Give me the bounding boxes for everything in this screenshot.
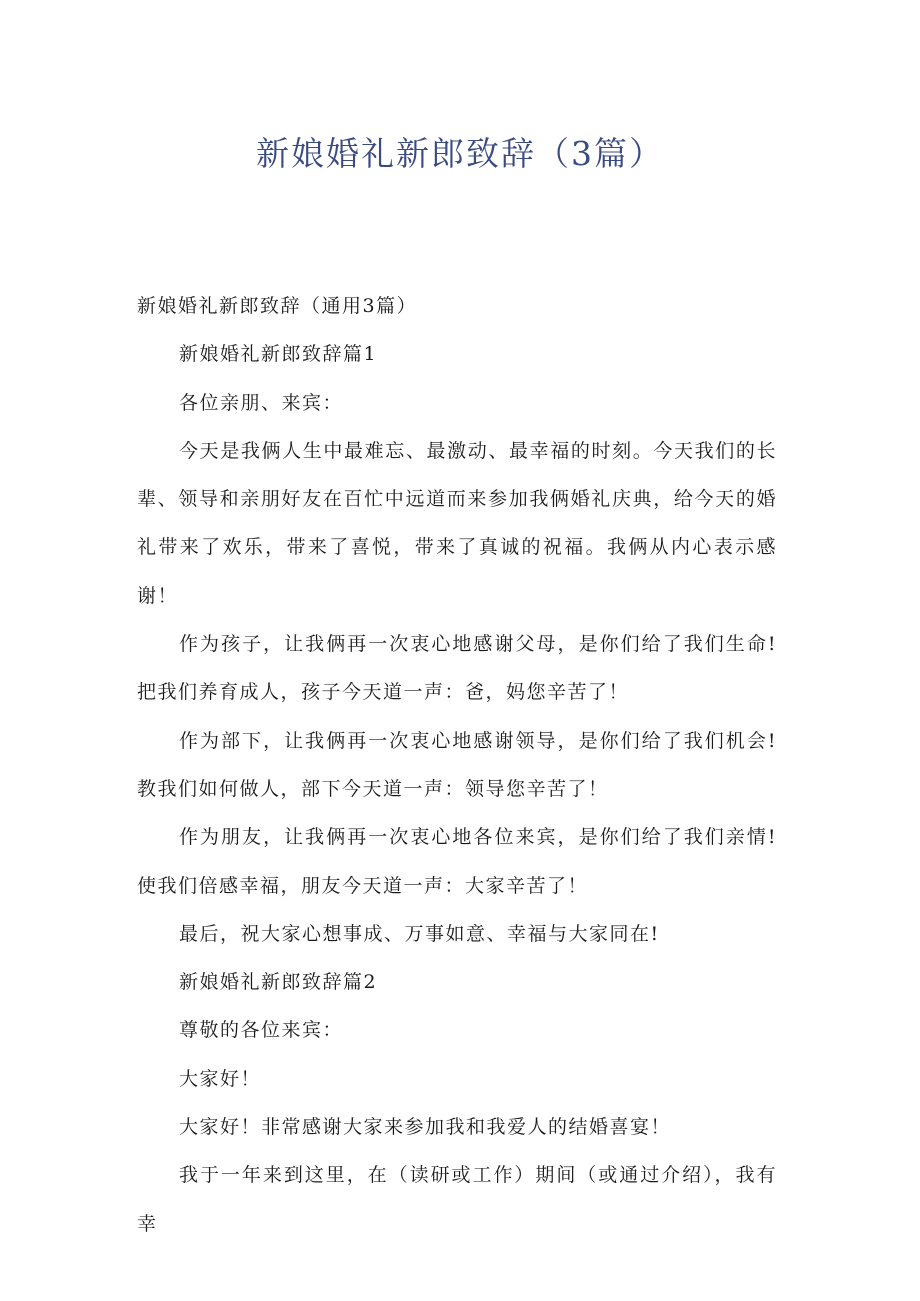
section-2-paragraph: 大家好！非常感谢大家来参加我和我爱人的结婚喜宴！: [179, 1116, 672, 1139]
section-1-paragraph: 今天是我俩人生中最难忘、最激动、最幸福的时刻。今天我们的长辈、领导和亲朋好友在百忙中远道而来参加我俩婚礼庆典，给今天的婚礼带来了欢乐，带来了喜悦，带来了真诚的祝福。我俩从内心表示感谢！: [137, 439, 777, 607]
section-1-paragraph: 作为孩子，让我俩再一次衷心地感谢父母，是你们给了我们生命!把我们养育成人，孩子今天道一声：爸，妈您辛苦了！: [137, 633, 777, 704]
section-1-paragraph: 作为朋友，让我俩再一次衷心地各位来宾，是你们给了我们亲情!使我们倍感幸福，朋友今天道一声：大家辛苦了！: [137, 826, 777, 897]
section-1-paragraph: 最后，祝大家心想事成、万事如意、幸福与大家同在!: [179, 922, 660, 945]
section-2-paragraph: 尊敬的各位来宾：: [179, 1019, 344, 1042]
section-1-paragraph: 作为部下，让我俩再一次衷心地感谢领导，是你们给了我们机会!教我们如何做人，部下今天道一声：领导您辛苦了！: [137, 729, 777, 800]
document-body: [137, 282, 777, 1248]
section-1-heading: 新娘婚礼新郎致辞篇1: [179, 343, 378, 366]
intro-line: 新娘婚礼新郎致辞（通用3篇）: [137, 295, 418, 317]
document-title: 新娘婚礼新郎致辞（3篇）: [256, 134, 664, 173]
section-2-paragraph: 我于一年来到这里，在（读研或工作）期间（或通过介绍），我有幸: [137, 1164, 777, 1235]
section-1-paragraph: 各位亲朋、来宾：: [179, 391, 344, 414]
section-2-heading: 新娘婚礼新郎致辞篇2: [179, 971, 378, 994]
section-2-paragraph: 大家好！: [179, 1067, 262, 1090]
